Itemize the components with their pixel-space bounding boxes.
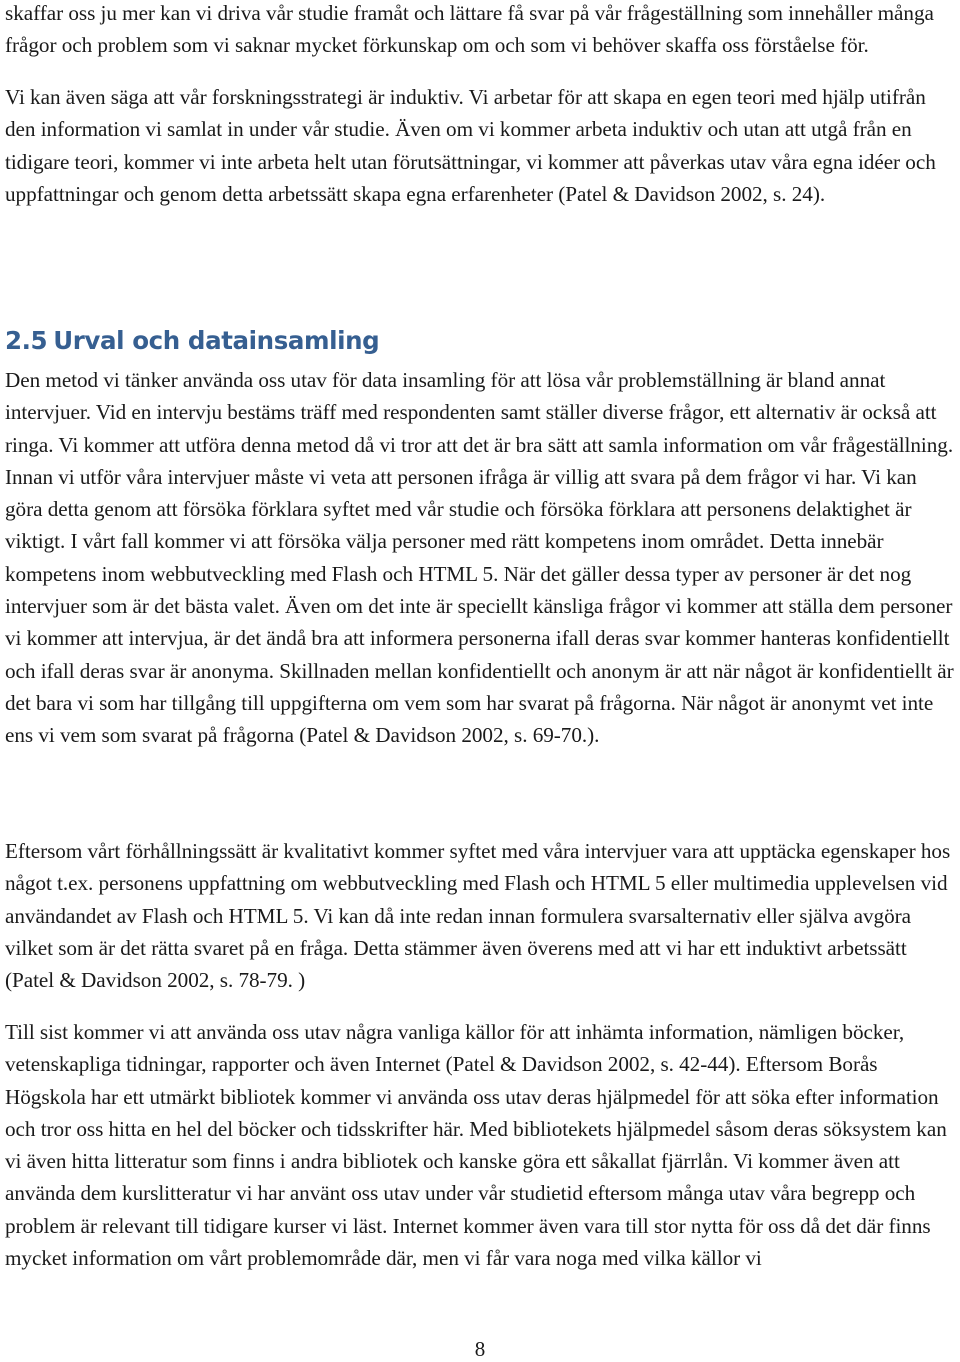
paragraph-sources: Till sist kommer vi att använda oss utav några vanliga källor för att inhämta information, nämligen böcker, vetenskapliga tidningar, rapporter och även Internet (Patel & Davidson 2002, s. 42-44). Eftersom Borås Högskola har ett utmärkt bibliotek kommer vi använda oss utav deras hjälpmedel för att söka efter information och tror oss hitta en hel del böcker och tidsskrifter här. Med bibliotekets hjälpmedel såsom deras söksystem kan vi även hitta litteratur som finns i andra bibliotek och kanske göra ett såkallat fjärrlån. Vi kommer även att använda dem kurslitteratur vi har använt oss utav under vår studietid eftersom många utav våra begrepp och problem är relevant till tidigare kurser vi läst. Internet kommer även vara till stor nytta för oss då det där finns mycket information om vårt problemområde där, men vi får vara noga med vilka källor vi <box>5 1020 947 1271</box>
paragraph-research-strategy: Vi kan även säga att vår forskningsstrategi är induktiv. Vi arbetar för att skapa en egen teori med hjälp utifrån den information vi samlat in under vår studie. Även om vi kommer arbeta induktiv och utan att utgå från en tidigare teori, kommer vi inte arbeta helt utan förutsättningar, vi kommer att påverkas utav våra egna idéer och uppfattningar och genom detta arbetssätt skapa egna erfarenheter (Patel & Davidson 2002, s. 24). <box>5 85 936 206</box>
page-number: 8 <box>474 1337 486 1361</box>
paragraph-qualitative: Eftersom vårt förhållningssätt är kvalitativt kommer syftet med våra intervjuer vara att upptäcka egenskaper hos något t.ex. personens uppfattning om webbutveckling med Flash och HTML 5 eller multimedia upplevelsen vid användandet av Flash och HTML 5. Vi kan då inte redan innan formulera svarsalternativ eller själva avgöra vilket som är det rätta svaret på en fråga. Detta stämmer även överens med att vi har ett induktivt arbetssätt (Patel & Davidson 2002, s. 78-79. ) <box>5 839 951 993</box>
paragraph-intro: skaffar oss ju mer kan vi driva vår studie framåt och lättare få svar på vår frågeställning som innehåller många frågor och problem som vi saknar mycket förkunskap om och som vi behöver skaffa oss förståelse för. <box>5 1 934 58</box>
paragraph-method: Den metod vi tänker använda oss utav för data insamling för att lösa vår problemställning är bland annat intervjuer. Vid en intervju bestäms träff med respondenten samt ställer diverse frågor, ett alternativ är också att ringa. Vi kommer att utföra denna metod då vi tror att det är bra sätt att samla information om vår frågeställning. Innan vi utför våra intervjuer måste vi veta att personen ifråga är villig att svara på dem frågor vi har. Vi kan göra detta genom att försöka förklara syftet med vår studie och försöka förklara att personens delaktighet är viktigt. I vårt fall kommer vi att försöka välja personer med rätt kompetens inom området. Detta innebär kompetens inom webbutveckling med Flash och HTML 5. När det gäller dessa typer av personer är det nog intervjuer som är det bästa valet. Även om det inte är speciellt känsliga frågor vi kommer att ställa dem personer vi kommer att intervjua, är det ändå bra att informera personerna ifall deras svar kommer hanteras konfidentiellt och ifall deras svar är anonyma. Skillnaden mellan konfidentiellt och anonym är att när något är konfidentiellt är det bara vi som har tillgång till uppgifterna om vem som har svarat på frågorna. När något är anonymt vet inte ens vi vem som svarat på frågorna (Patel & Davidson 2002, s. 69-70.). <box>5 368 954 748</box>
section-number: 2.5 <box>5 326 48 355</box>
section-heading <box>5 322 957 360</box>
section-title: Urval och datainsamling <box>53 326 380 355</box>
